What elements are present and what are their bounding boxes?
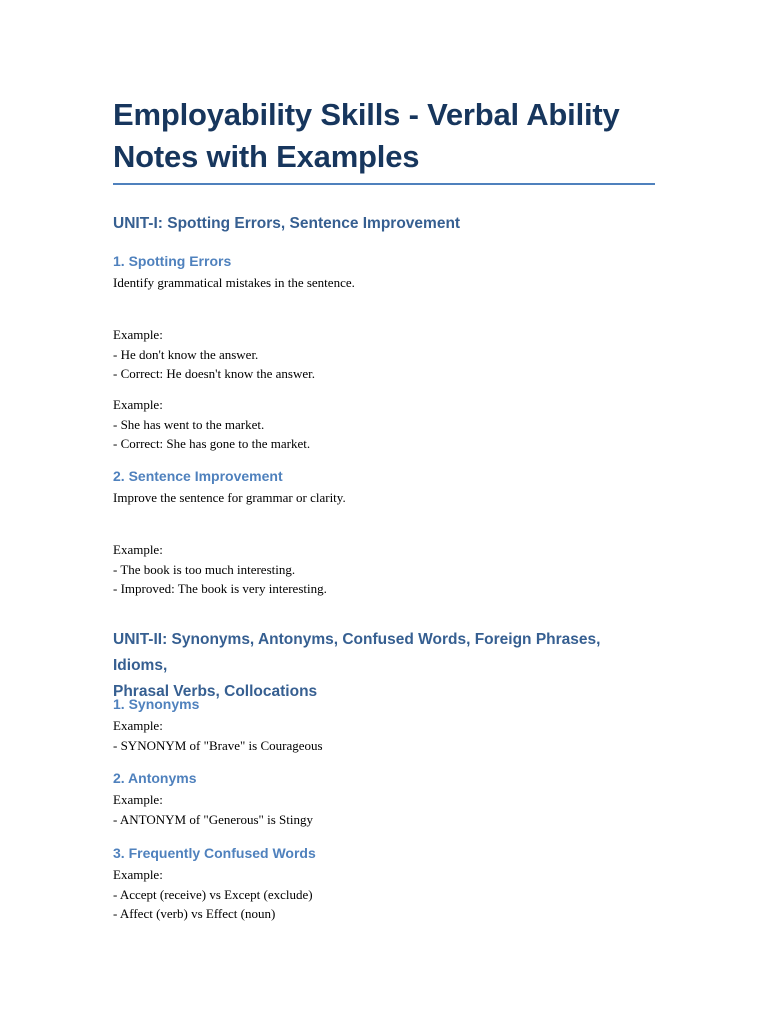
confused-words-heading: 3. Frequently Confused Words bbox=[113, 845, 316, 861]
unit-2-heading-line-2: Phrasal Verbs, Collocations bbox=[113, 683, 318, 700]
example-line: - SYNONYM of "Brave" is Courageous bbox=[113, 737, 323, 753]
title-underline bbox=[113, 183, 655, 185]
synonyms-example bbox=[113, 716, 655, 755]
document-page bbox=[113, 0, 655, 921]
confused-words-example bbox=[113, 865, 655, 924]
sentence-improvement-description: Improve the sentence for grammar or clarity. bbox=[113, 490, 346, 505]
example-line: - Accept (receive) vs Except (exclude) bbox=[113, 886, 313, 902]
spotting-errors-example-1 bbox=[113, 325, 655, 384]
unit-1-heading: UNIT-I: Spotting Errors, Sentence Improvement bbox=[113, 215, 461, 232]
synonyms-heading: 1. Synonyms bbox=[113, 696, 200, 712]
spotting-errors-description: Identify grammatical mistakes in the sentence. bbox=[113, 275, 355, 290]
example-label: Example: bbox=[113, 542, 163, 557]
example-label: Example: bbox=[113, 718, 163, 733]
document-title bbox=[113, 0, 655, 178]
unit-2-heading-line-1: UNIT-II: Synonyms, Antonyms, Confused Words, Foreign Phrases, Idioms, bbox=[113, 631, 601, 674]
example-label: Example: bbox=[113, 867, 163, 882]
title-line-2: Notes with Examples bbox=[113, 139, 420, 174]
antonyms-example bbox=[113, 790, 655, 829]
example-line: - Improved: The book is very interesting. bbox=[113, 581, 327, 596]
example-line: - He don't know the answer. bbox=[113, 346, 259, 362]
antonyms-heading: 2. Antonyms bbox=[113, 770, 197, 786]
spotting-errors-heading: 1. Spotting Errors bbox=[113, 253, 232, 269]
example-line: - Correct: She has gone to the market. bbox=[113, 436, 311, 451]
example-label: Example: bbox=[113, 792, 163, 807]
example-label: Example: bbox=[113, 327, 163, 342]
spotting-errors-example-2 bbox=[113, 395, 655, 454]
example-label: Example: bbox=[113, 397, 163, 412]
title-line-1: Employability Skills - Verbal Ability bbox=[113, 97, 620, 132]
example-line: - Correct: He doesn't know the answer. bbox=[113, 366, 315, 381]
example-line: - The book is too much interesting. bbox=[113, 561, 296, 577]
sentence-improvement-heading: 2. Sentence Improvement bbox=[113, 468, 283, 484]
sentence-improvement-example bbox=[113, 540, 655, 599]
example-line: - Affect (verb) vs Effect (noun) bbox=[113, 906, 276, 921]
example-line: - ANTONYM of "Generous" is Stingy bbox=[113, 811, 313, 827]
example-line: - She has went to the market. bbox=[113, 416, 265, 432]
